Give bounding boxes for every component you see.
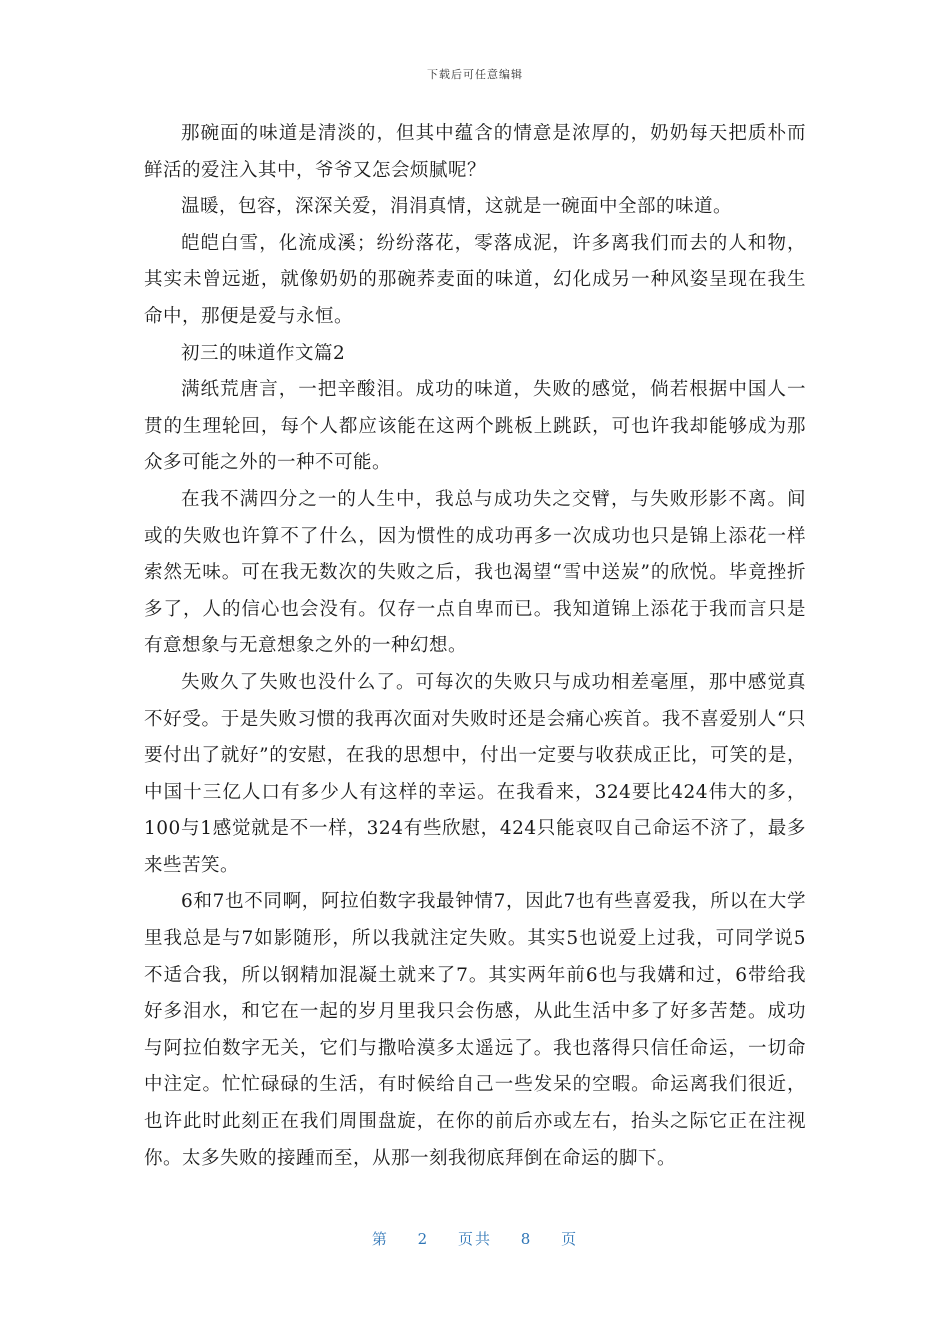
paragraph: 那碗面的味道是清淡的，但其中蕴含的情意是浓厚的，奶奶每天把质朴而鲜活的爱注入其中，爷爷又怎会烦腻呢？: [144, 123, 806, 181]
document-body: [144, 116, 806, 1177]
footer-prefix: 第: [371, 1230, 389, 1248]
paragraph: 失败久了失败也没什么了。可每次的失败只与成功相差毫厘，那中感觉真不好受。于是失败习惯的我再次面对失败时还是会痛心疾首。我不喜爱别人“只要付出了就好”的安慰，在我的思想中，付出一定要与收获成正比，可笑的是，中国十三亿人口有多少人有这样的幸运。在我看来，324要比424伟大的多，100与1感觉就是不一样，324有些欣慰，424只能哀叹自己命运不济了，最多来些苦笑。: [144, 671, 806, 876]
paragraph: 6和7也不同啊，阿拉伯数字我最钟情7，因此7也有些喜爱我，所以在大学里我总是与7如影随形，所以我就注定失败。其实5也说爱上过我，可同学说5不适合我，所以钢精加混凝土就来了7。其实两年前6也与我媾和过，6带给我好多泪水，和它在一起的岁月里我只会伤感，从此生活中多了好多苦楚。成功与阿拉伯数字无关，它们与撒哈漠多太遥远了。我也落得只信任命运，一切命中注定。忙忙碌碌的生活，有时候给自己一些发呆的空暇。命运离我们很近，也许此时此刻正在我们周围盘旋，在你的前后亦或左右，抬头之际它正在注视你。太多失败的接踵而至，从那一刻我彻底拜倒在命运的脚下。: [144, 891, 806, 1169]
header-note: 下载后可任意编辑: [427, 68, 523, 81]
paragraph: 满纸荒唐言，一把辛酸泪。成功的味道，失败的感觉，倘若根据中国人一贯的生理轮回，每个人都应该能在这两个跳板上跳跃，可也许我却能够成为那众多可能之外的一种不可能。: [144, 379, 806, 474]
paragraph: 在我不满四分之一的人生中，我总与成功失之交臂，与失败形影不离。间或的失败也许算不了什么，因为惯性的成功再多一次成功也只是锦上添花一样索然无味。可在我无数次的失败之后，我也渴望“雪中送炭”的欣悦。毕竟挫折多了，人的信心也会没有。仅存一点自卑而已。我知道锦上添花于我而言只是有意想象与无意想象之外的一种幻想。: [144, 488, 806, 657]
paragraph: 皑皑白雪，化流成溪；纷纷落花，零落成泥，许多离我们而去的人和物，其实未曾远逝，就像奶奶的那碗荞麦面的味道，幻化成另一种风姿呈现在我生命中，那便是爱与永恒。: [144, 232, 806, 327]
footer-total-pages: 8: [520, 1230, 533, 1248]
paragraph: 温暖，包容，深深关爱，涓涓真情，这就是一碗面中全部的味道。: [181, 196, 733, 218]
footer-suffix: 页: [561, 1230, 579, 1248]
page-footer: [0, 1228, 950, 1249]
footer-current-page: 2: [417, 1230, 430, 1248]
footer-middle: 页共: [457, 1230, 492, 1248]
section-heading: 初三的味道作文篇2: [181, 342, 346, 364]
